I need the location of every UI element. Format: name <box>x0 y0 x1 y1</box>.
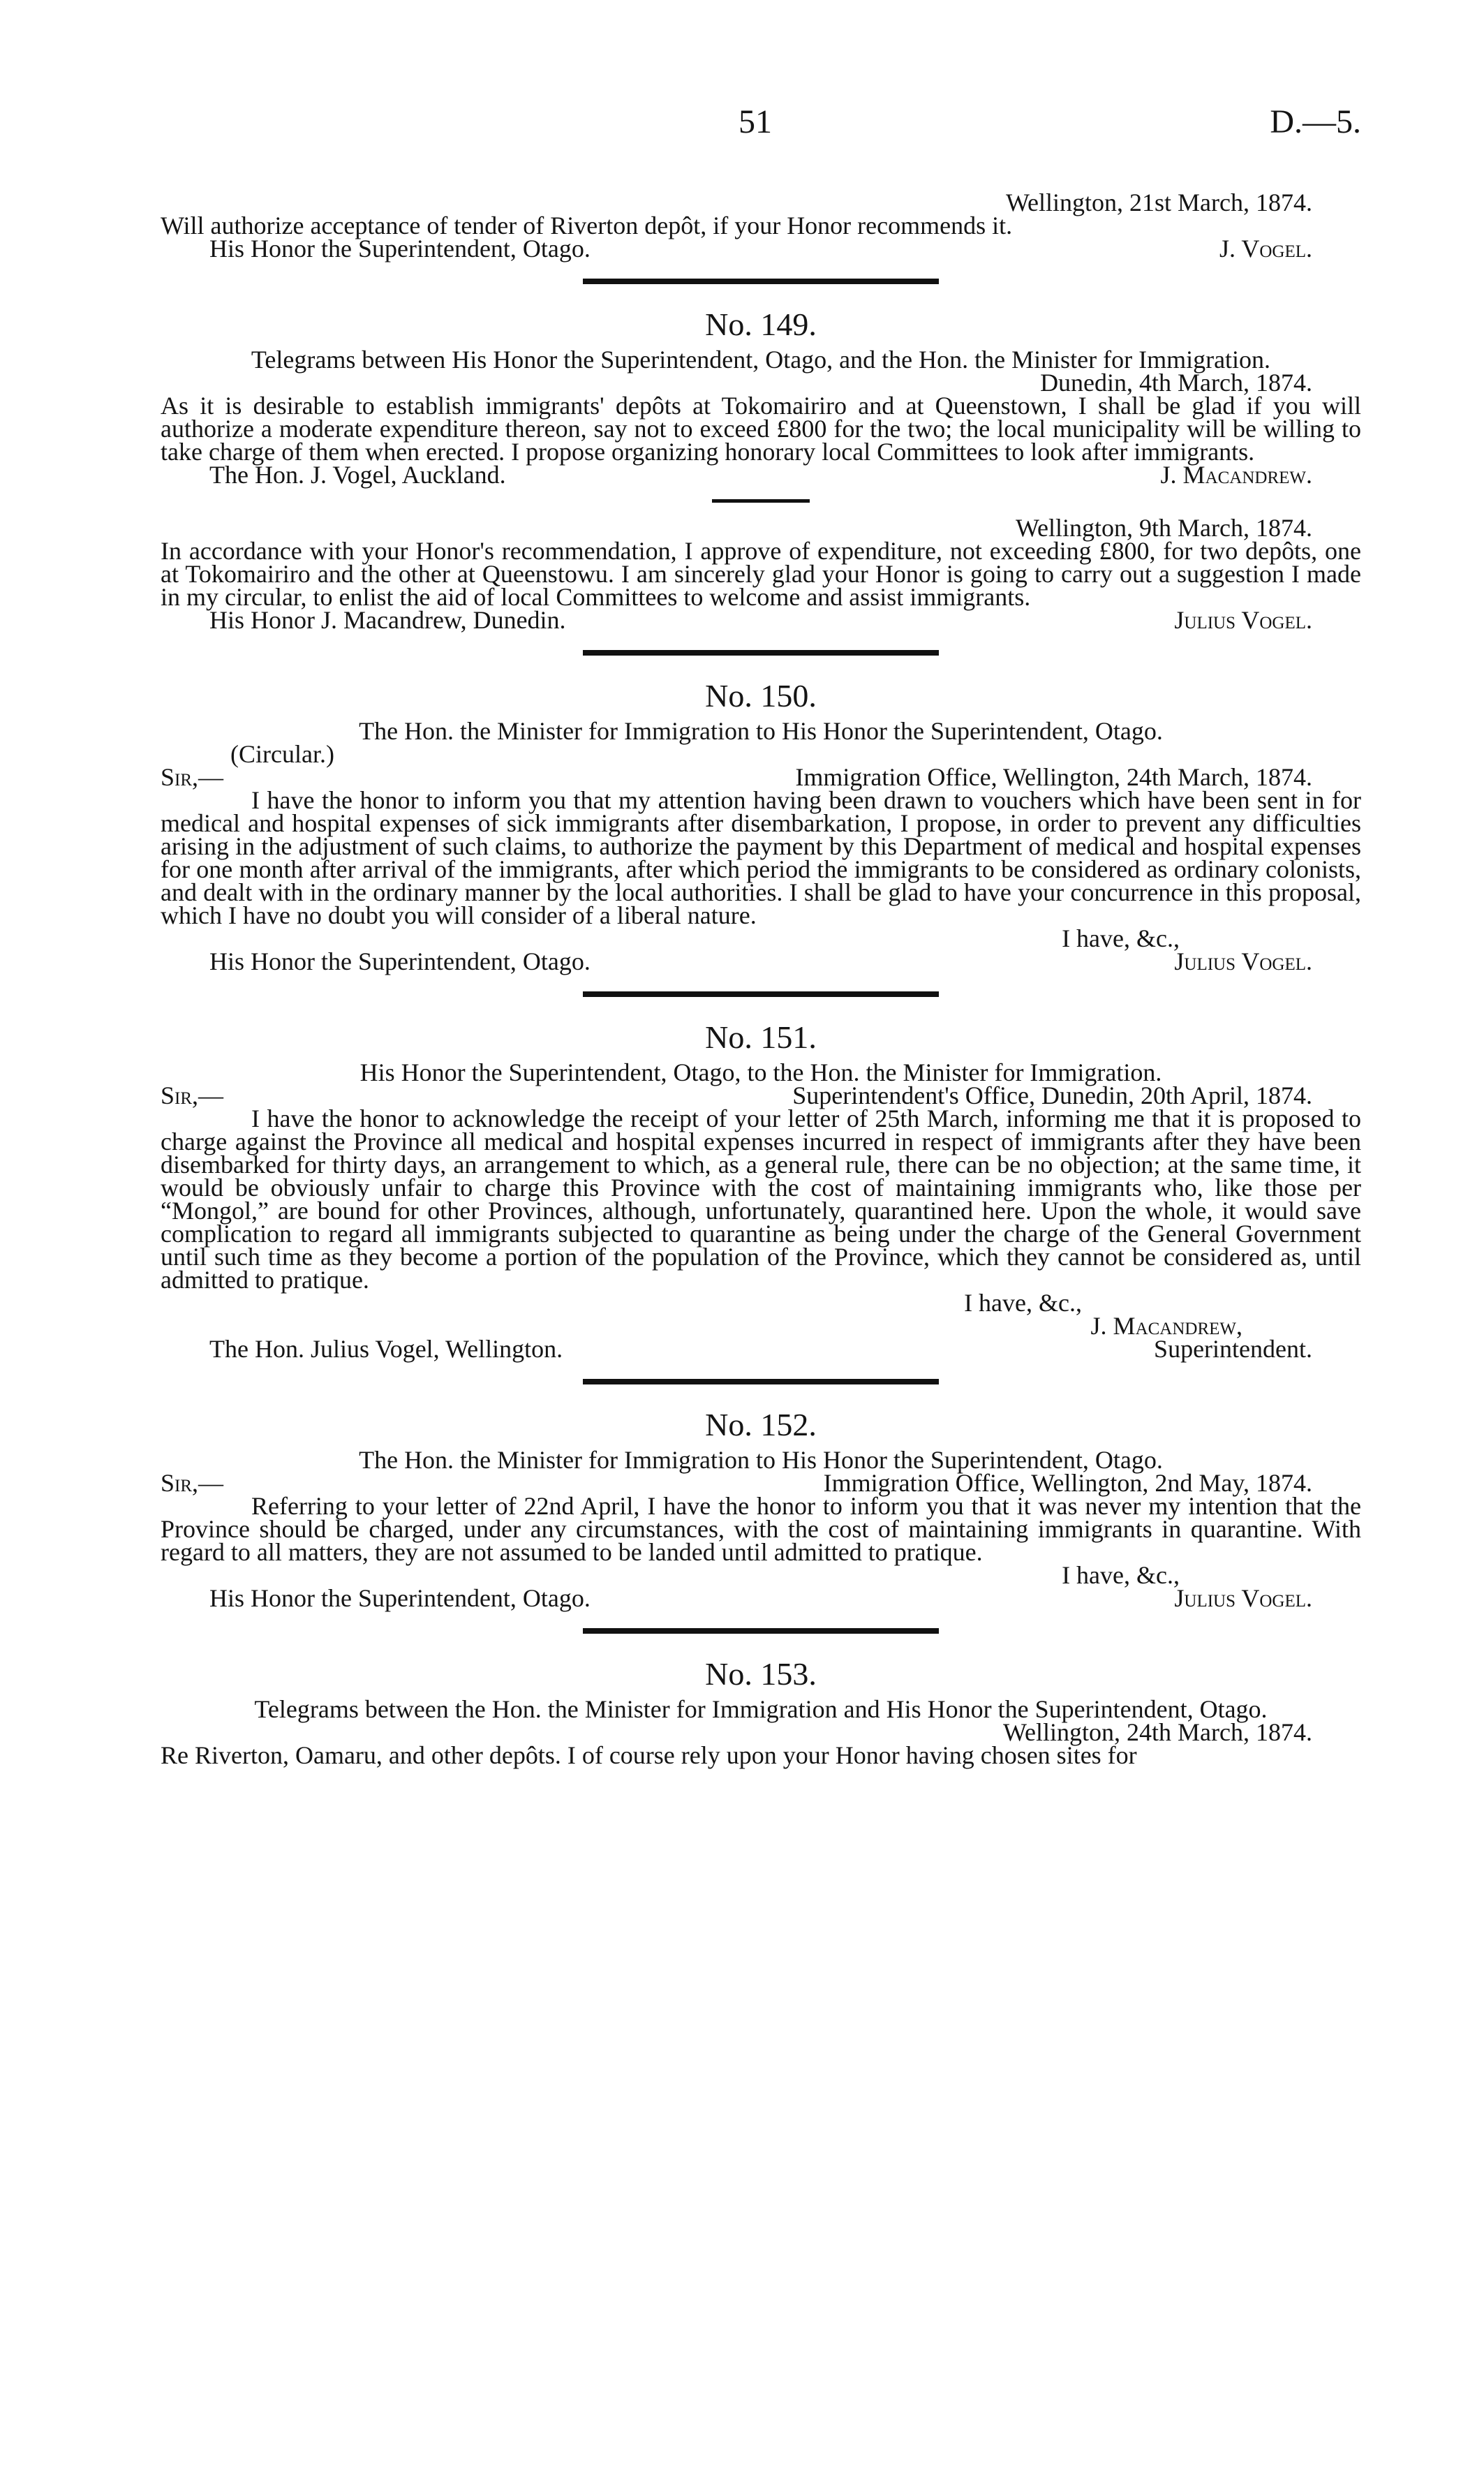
letter-body: I have the honor to acknowledge the receipt of your letter of 25th March, informing me that it is proposed to charge against the Province all medical and hospital expenses incurred in respect of immigrants after they have been disembarked for thirty days, an arrangement to which, as a general rule, there can be no objection; at the same time, it would be obviously unfair to charge this Province with the cost of maintaining immigrants who, like those per “Mongol,” are bound for other Provinces, although, unfortunately, quarantined here. Upon the whole, it would save complication to regard all immigrants subjected to quarantine as being under the charge of the General Government until such time as they become a portion of the population of the Province, which they cannot be considered as, until admitted to pratique. <box>161 1105 1361 1294</box>
reply-signature: Julius Vogel. <box>1174 606 1312 634</box>
section-title: The Hon. the Minister for Immigration to His Honor the Superintendent, Otago. <box>359 1446 1163 1474</box>
section-number: No. 151. <box>705 1019 817 1055</box>
letter-addressee: The Hon. Julius Vogel, Wellington. <box>209 1335 563 1363</box>
letter-closing: I have, &c., <box>1062 1561 1180 1589</box>
telegram-body: Re Riverton, Oamaru, and other depôts. I of course rely upon your Honor having chosen sites for <box>161 1741 1137 1769</box>
message-addressee: The Hon. J. Vogel, Auckland. <box>209 461 506 489</box>
telegram-signature: J. Vogel. <box>1219 235 1312 263</box>
signature-title: Superintendent. <box>1154 1335 1312 1363</box>
section-divider <box>583 279 939 284</box>
letter-sign-line <box>161 947 1361 975</box>
reply-dateline: Wellington, 9th March, 1874. <box>1015 514 1312 542</box>
message-dateline: Dunedin, 4th March, 1874. <box>1040 369 1312 397</box>
telegram-addressee: His Honor the Superintendent, Otago. <box>209 235 591 263</box>
message-divider <box>712 499 810 503</box>
telegram-dateline: Wellington, 24th March, 1874. <box>1002 1718 1312 1746</box>
section-number: No. 150. <box>705 678 817 714</box>
top-telegram <box>161 189 1361 263</box>
letter-signature: J. Macandrew, <box>1090 1312 1242 1340</box>
salutation: Sir,— <box>161 763 224 791</box>
section-153 <box>161 1655 1361 1767</box>
letter-dateline: Immigration Office, Wellington, 24th March, 1874. <box>795 763 1312 791</box>
reply-body: In accordance with your Honor's recommendation, I approve of expenditure, not exceeding £800, for two depôts, one at Tokomairiro and the other at Queenstowu. I am sincerely glad your Honor is going to carry out a suggestion I made in my circular, to enlist the aid of local Committees to welcome and assist immigrants. <box>161 537 1361 611</box>
section-title: Telegrams between His Honor the Superintendent, Otago, and the Hon. the Minister for Immigration. <box>251 346 1271 374</box>
reply-addressee: His Honor J. Macandrew, Dunedin. <box>209 606 566 634</box>
telegram-body: Will authorize acceptance of tender of Riverton depôt, if your Honor recommends it. <box>161 212 1013 239</box>
section-divider <box>583 650 939 656</box>
page-number: 51 <box>739 103 772 140</box>
section-number: No. 149. <box>705 306 817 342</box>
section-151 <box>161 1018 1361 1361</box>
message-sign-line <box>161 461 1361 489</box>
section-152 <box>161 1405 1361 1610</box>
letter-addressee: His Honor the Superintendent, Otago. <box>209 947 591 975</box>
telegram-dateline: Wellington, 21st March, 1874. <box>1005 189 1312 216</box>
section-divider <box>583 1628 939 1634</box>
section-150 <box>161 677 1361 973</box>
message-signature: J. Macandrew. <box>1160 461 1312 489</box>
reply-sign-line <box>161 606 1361 634</box>
section-divider <box>583 991 939 997</box>
section-number: No. 153. <box>705 1656 817 1692</box>
letter-signature: Julius Vogel. <box>1174 1584 1312 1612</box>
letter-addressee: His Honor the Superintendent, Otago. <box>209 1584 591 1612</box>
section-title: The Hon. the Minister for Immigration to His Honor the Superintendent, Otago. <box>359 717 1163 745</box>
letter-closing: I have, &c., <box>1062 924 1180 952</box>
section-divider <box>583 1379 939 1384</box>
page-content <box>161 191 1361 1767</box>
letter-sign-line <box>161 1335 1361 1363</box>
telegram-sign-line <box>161 235 1361 263</box>
section-title: His Honor the Superintendent, Otago, to the Hon. the Minister for Immigration. <box>359 1058 1162 1086</box>
section-title: Telegrams between the Hon. the Minister for Immigration and His Honor the Superintendent, Otago. <box>254 1695 1268 1723</box>
letter-signature: Julius Vogel. <box>1174 947 1312 975</box>
page-header <box>0 103 1484 152</box>
section-number: No. 152. <box>705 1407 817 1442</box>
letter-dateline: Superintendent's Office, Dunedin, 20th April, 1874. <box>792 1081 1312 1109</box>
salutation: Sir,— <box>161 1469 224 1497</box>
letter-body: I have the honor to inform you that my attention having been drawn to vouchers which have been sent in for medical and hospital expenses of sick immigrants after disembarkation, I propose, in order to prevent any difficulties arising in the adjustment of such claims, to authorize the payment by this Department of medical and hospital expenses for one month after arrival of the immigrants, after which period the immigrants to be considered as ordinary colonists, and dealt with in the ordinary manner by the local authorities. I shall be glad to have your concurrence in this proposal, which I have no doubt you will consider of a liberal nature. <box>161 786 1361 929</box>
section-149 <box>161 305 1361 632</box>
message-body: As it is desirable to establish immigrants' depôts at Tokomairiro and at Queenstown, I shall be glad if you will authorize a moderate expenditure thereon, say not to exceed £800 for the two; the local municipality will be willing to take charge of them when erected. I propose organizing honorary local Committees to look after immigrants. <box>161 392 1361 466</box>
salutation: Sir,— <box>161 1081 224 1109</box>
circular-label: (Circular.) <box>230 740 334 768</box>
document-code: D.—5. <box>1270 103 1361 140</box>
letter-closing: I have, &c., <box>964 1289 1082 1317</box>
letter-sign-line <box>161 1584 1361 1612</box>
letter-body: Referring to your letter of 22nd April, I have the honor to inform you that it was never my intention that the Province should be charged, under any circumstances, with the cost of maintaining immigrants in quarantine. With regard to all matters, they are not assumed to be landed until admitted to pratique. <box>161 1492 1361 1566</box>
letter-dateline: Immigration Office, Wellington, 2nd May, 1874. <box>823 1469 1312 1497</box>
